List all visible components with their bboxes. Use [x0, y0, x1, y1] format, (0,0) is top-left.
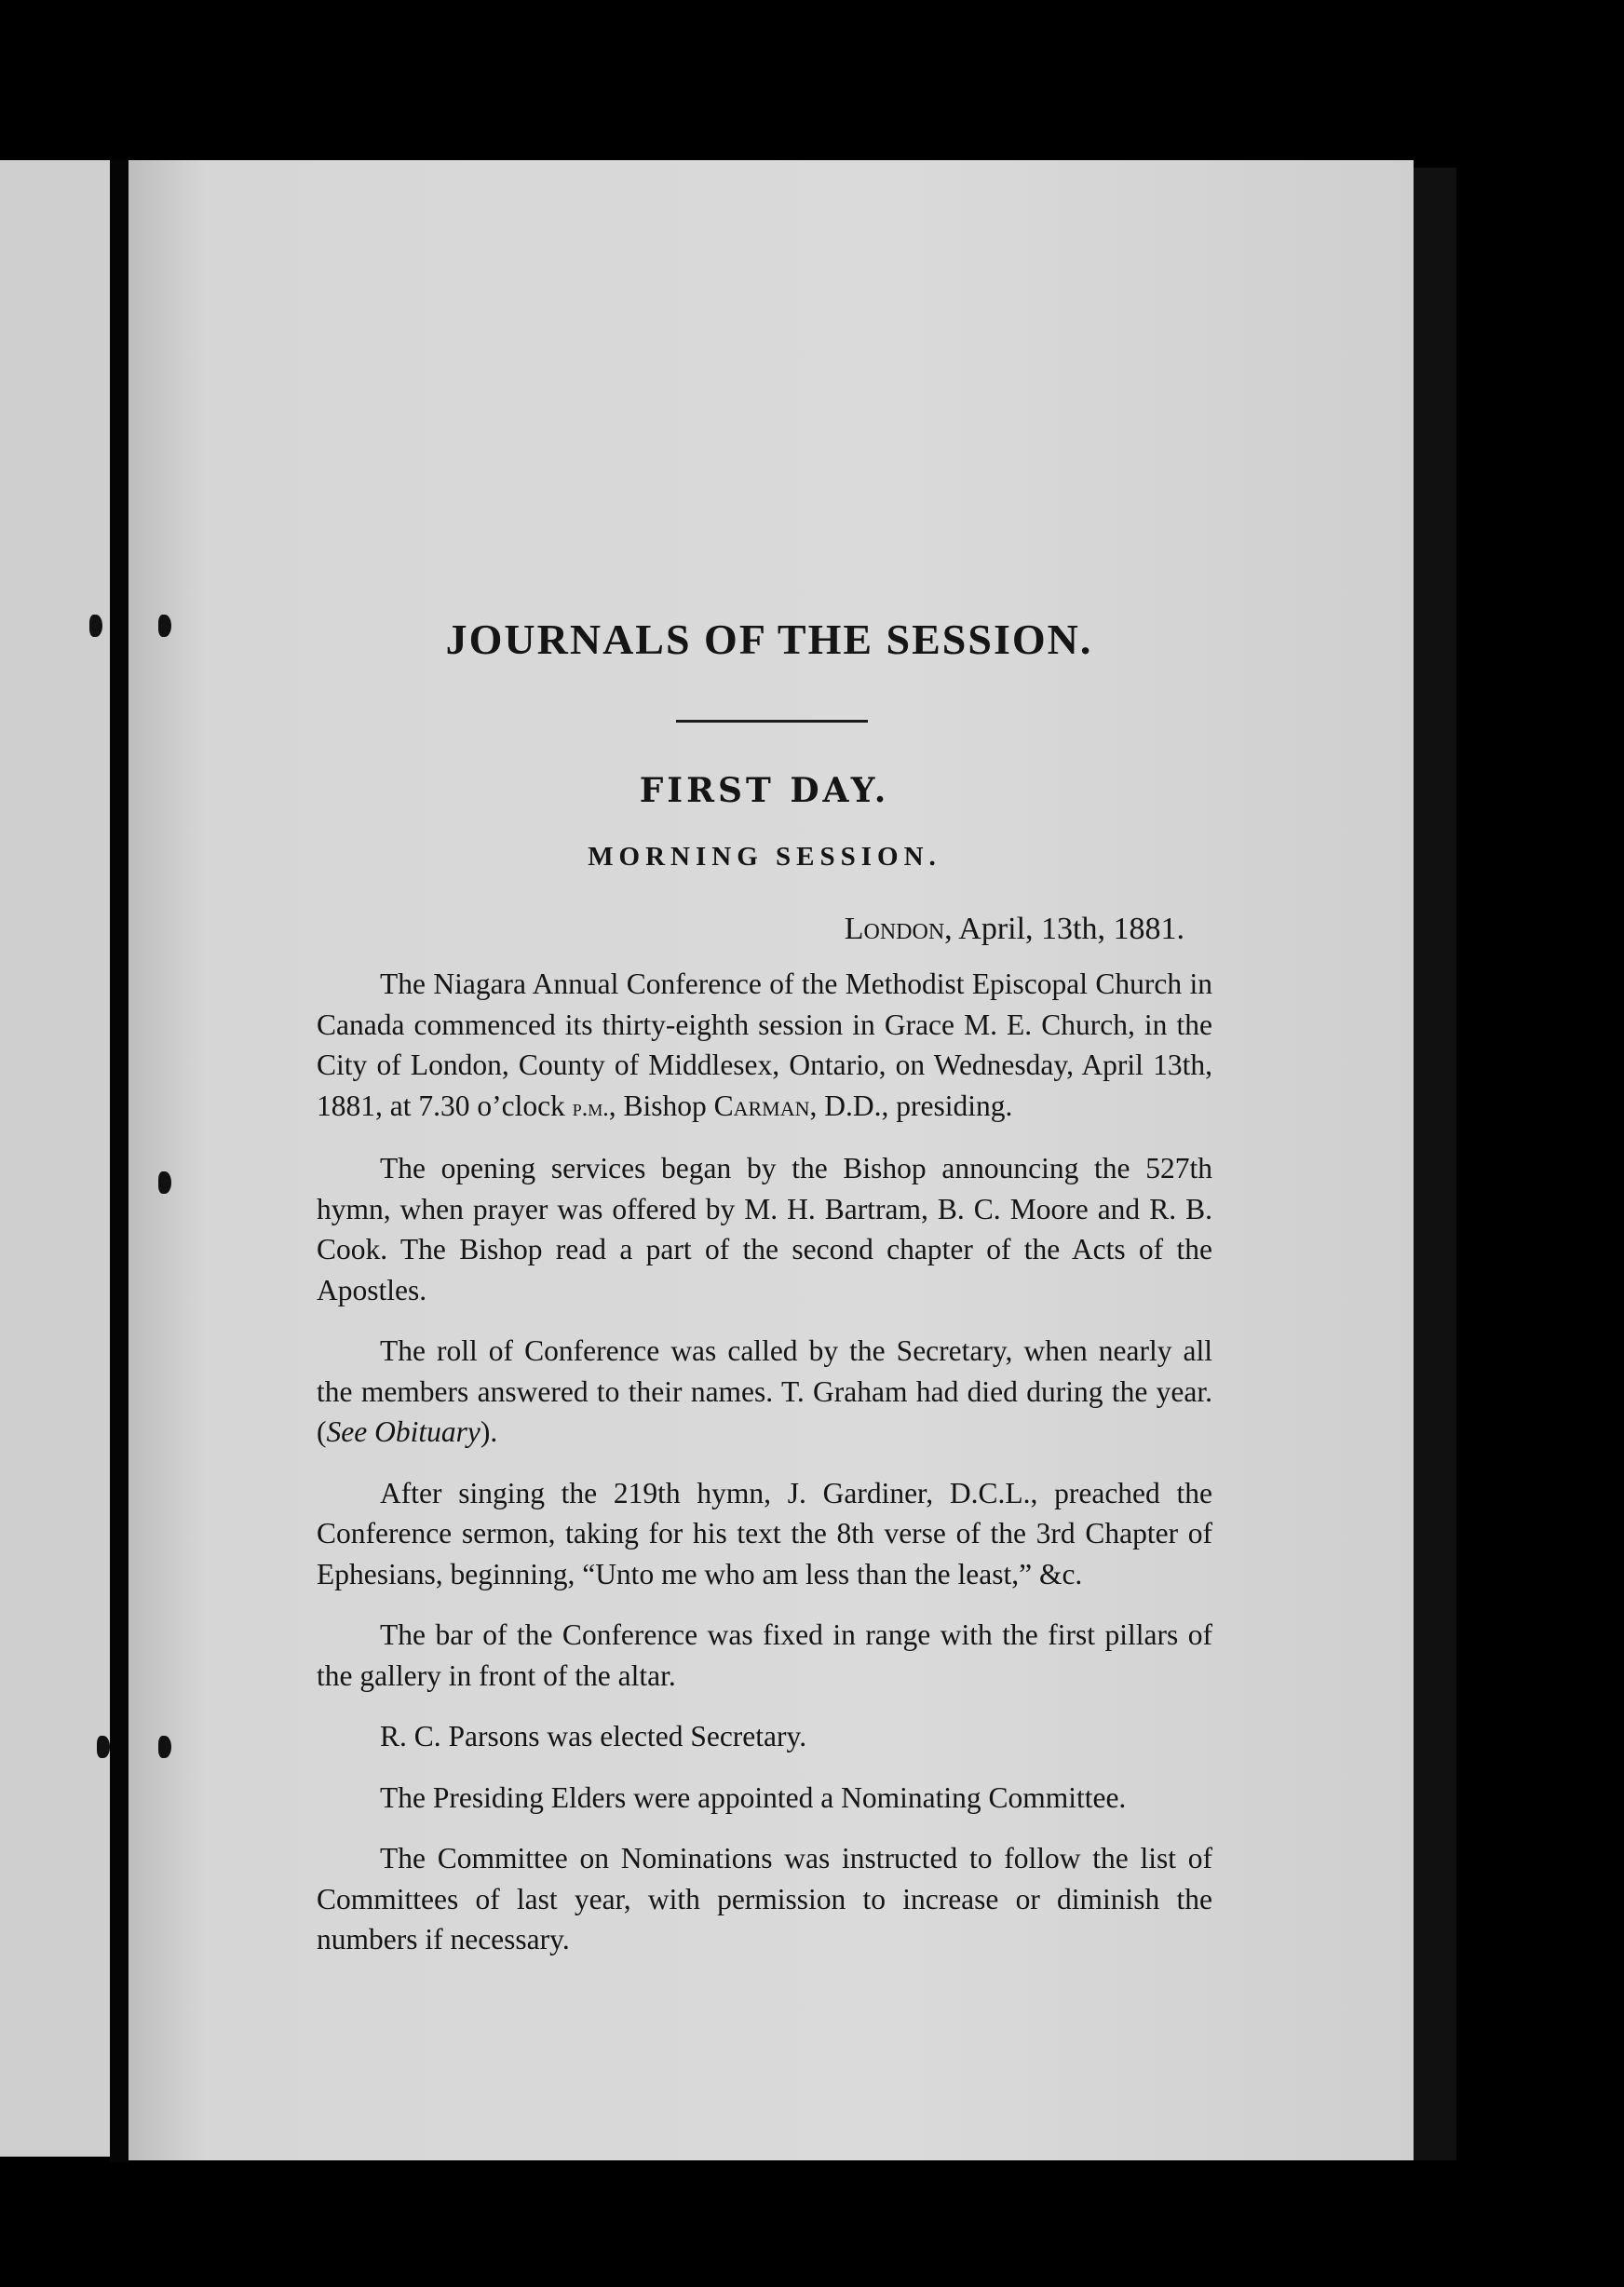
facing-page-edge — [0, 160, 110, 2157]
binding-hole-mark — [158, 1171, 171, 1194]
paragraph-services: The opening services began by the Bishop announcing the 527th hymn, when prayer was offered by M. H. Bartram, B. C. Moore and R. B. Cook. The Bishop read a part of the second chapter of the Acts of the Apostles. — [317, 1152, 1212, 1306]
journal-text — [317, 615, 1212, 1960]
binding-hole-mark — [97, 1736, 110, 1758]
session-heading: MORNING SESSION. — [588, 842, 941, 872]
time-suffix: p.m. — [572, 1093, 609, 1121]
dateline-date: , April, 13th, 1881. — [944, 912, 1184, 946]
binding-hole-mark — [158, 1736, 171, 1758]
dateline — [317, 912, 1212, 947]
paragraph-bar: The bar of the Conference was fixed in range with the first pillars of the gallery in front of the altar. — [317, 1618, 1212, 1692]
paragraph-secretary: R. C. Parsons was elected Secretary. — [380, 1720, 807, 1752]
day-heading: FIRST DAY. — [639, 771, 890, 810]
dateline-place: London — [844, 912, 945, 946]
paragraph-sermon: After singing the 219th hymn, J. Gardiner, D.C.L., preached the Conference sermon, taking for his text the 8th verse of the 3rd Chapter of Ephesians, beginning, “Unto me who am less than the least,” &c. — [317, 1476, 1212, 1590]
paragraph-committees: The Committee on Nominations was instructed to follow the list of Committees of last year, with permission to increase or diminish the numbers if necessary. — [317, 1842, 1212, 1955]
binding-hole-mark — [89, 615, 102, 637]
binding-hole-mark — [158, 615, 171, 637]
paragraph-opening: The Niagara Annual Conference of the Methodist Episcopal Church in Canada commenced its thirty-eighth session in Grace M. E. Church, in the City of London, County of Middlesex, Ontario, on Wednesday, April 13th, 1881, at 7.30 o’clock p.m., Bishop Carman, D.D., presiding. — [317, 968, 1212, 1122]
page-shadow-edge — [1414, 168, 1456, 2160]
book-spine — [110, 160, 129, 2162]
paragraph-roll: The roll of Conference was called by the Secretary, when nearly all the members answered to their names. T. Graham had died during the year. (See Obituary). — [317, 1334, 1212, 1448]
title-rule — [676, 720, 868, 723]
obituary-reference: See Obituary — [326, 1415, 480, 1448]
bishop-name: Carman — [713, 1089, 810, 1122]
page-title: JOURNALS OF THE SESSION. — [445, 616, 1093, 663]
paragraph-nominating: The Presiding Elders were appointed a Nominating Committee. — [380, 1780, 1127, 1814]
